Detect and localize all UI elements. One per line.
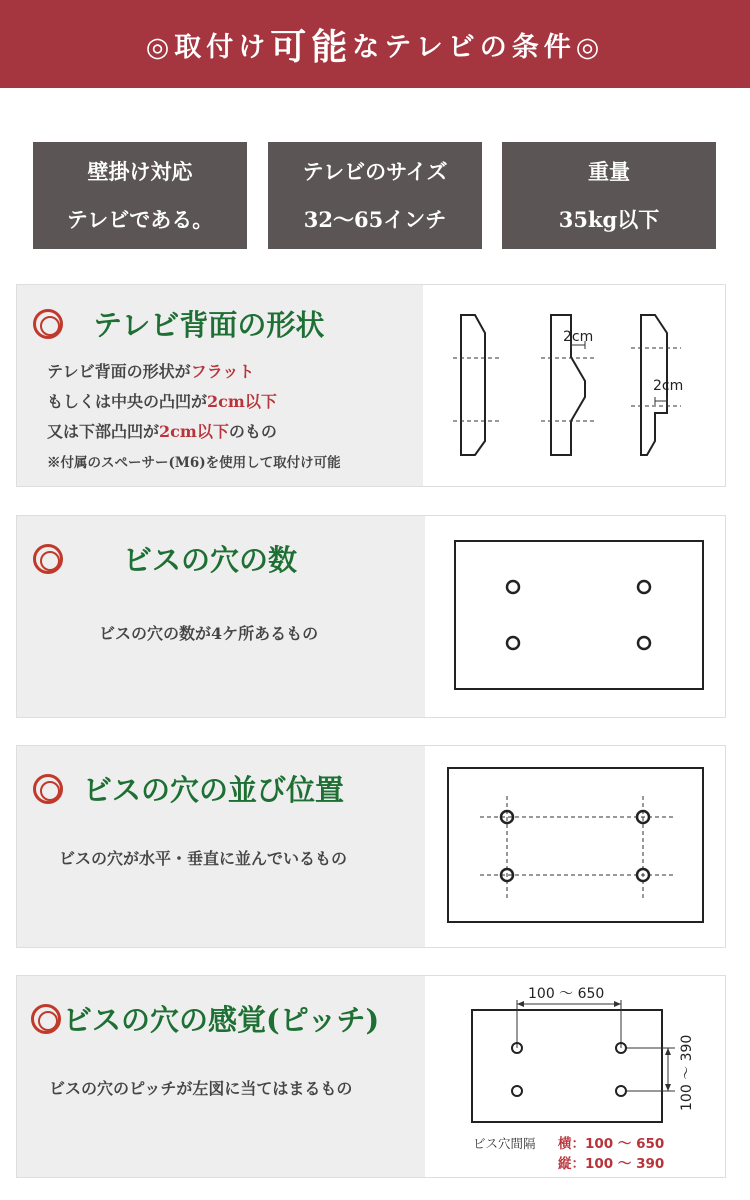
dimension-label: 2cm: [563, 329, 594, 345]
shape-diagram-panel: [423, 285, 725, 486]
tv-side-profile-diagram: [423, 285, 725, 486]
section-text-panel: [17, 285, 423, 486]
summary-label: 重量: [588, 158, 630, 184]
summary-value: 35kg以下: [558, 206, 660, 232]
header-title-post: なテレビの条件◎: [352, 31, 605, 63]
section-title: [33, 538, 297, 579]
pitch-legend-label: ビス穴間隔: [473, 1136, 536, 1151]
double-circle-icon: [31, 1004, 61, 1034]
pitch-legend-horizontal: 横：100 ～ 650: [558, 1136, 665, 1152]
aligned-holes-diagram: [425, 746, 725, 947]
shape-line-2: もしくは中央の凸凹が2cm以下: [47, 392, 277, 411]
horizontal-pitch-label: 100 ～ 650: [528, 986, 605, 1002]
summary-weight: [502, 142, 716, 249]
section-back-shape: [16, 284, 726, 487]
section-hole-pitch: [16, 975, 726, 1178]
hole-count-text: ビスの穴の数が4ケ所あるもの: [99, 624, 319, 643]
hole-pitch-text: ビスの穴のピッチが左図に当てはまるもの: [49, 1079, 353, 1098]
section-text-panel: [17, 976, 425, 1177]
section-title-text: ビスの穴の並び位置: [83, 773, 345, 807]
section-title-text: ビスの穴の感覚(ピッチ): [63, 1003, 380, 1037]
summary-value: テレビである。: [66, 206, 214, 232]
double-circle-icon: [33, 309, 63, 339]
vertical-pitch-label: 100 ～ 390: [679, 1034, 695, 1111]
dimension-label: 2cm: [653, 378, 684, 394]
section-title-text: ビスの穴の数: [123, 543, 298, 577]
section-text-panel: [17, 516, 425, 717]
hole-count-diagram-panel: [425, 516, 725, 717]
section-hole-count: [16, 515, 726, 718]
header-title-pre: ◎取付け: [145, 31, 271, 63]
section-title: [31, 998, 379, 1039]
page-header: [0, 0, 750, 88]
section-title: [33, 303, 324, 344]
double-circle-icon: [33, 544, 63, 574]
shape-line-1: テレビ背面の形状がフラット: [47, 362, 255, 381]
summary-tv-size: [268, 142, 482, 249]
hole-alignment-text: ビスの穴が水平・垂直に並んでいるもの: [59, 849, 348, 868]
summary-label: テレビのサイズ: [302, 158, 448, 184]
hole-pitch-diagram: [425, 976, 725, 1177]
hole-pitch-diagram-panel: [425, 976, 725, 1177]
header-title-emphasis: 可能: [270, 26, 353, 68]
pitch-legend-vertical: 縦：100 ～ 390: [558, 1156, 665, 1172]
shape-note: ※付属のスペーサー(M6)を使用して取付け可能: [47, 455, 341, 471]
shape-line-3: 又は下部凸凹が2cm以下のもの: [47, 422, 277, 441]
hole-alignment-diagram-panel: [425, 746, 725, 947]
profile-flat: [461, 315, 485, 455]
section-text-panel: [17, 746, 425, 947]
four-holes-diagram: [425, 516, 725, 717]
summary-value: 32～65インチ: [303, 206, 447, 232]
summary-label: 壁掛け対応: [87, 158, 193, 184]
double-circle-icon: [33, 774, 63, 804]
section-hole-alignment: [16, 745, 726, 948]
summary-wall-mount: [33, 142, 247, 249]
section-title-text: テレビ背面の形状: [93, 308, 325, 342]
section-title: [33, 768, 344, 809]
